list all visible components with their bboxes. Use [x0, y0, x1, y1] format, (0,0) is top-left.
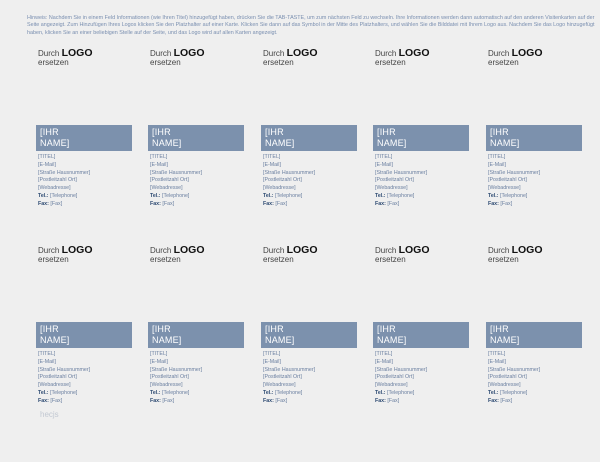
city-field: [Postleitzahl Ort]: [263, 177, 302, 184]
fax-label: Fax:: [375, 397, 386, 404]
logo-placeholder[interactable]: Durch LOGO: [38, 47, 93, 59]
email-field: [E-Mail]: [488, 161, 506, 168]
logo-placeholder-suffix: ersetzen: [38, 58, 69, 67]
name-block[interactable]: [IHR NAME]: [373, 125, 469, 151]
tel-label: Tel.:: [150, 389, 161, 396]
name-block[interactable]: [IHR NAME]: [486, 125, 582, 151]
logo-placeholder-suffix: ersetzen: [150, 58, 181, 67]
logo-placeholder-suffix: ersetzen: [263, 58, 294, 67]
logo-placeholder-suffix: ersetzen: [375, 58, 406, 67]
fax-field: [Fax]: [275, 397, 288, 404]
street-field: [Straße Hausnummer]: [263, 366, 316, 373]
tel-label: Tel.:: [488, 389, 499, 396]
contact-details[interactable]: [150, 351, 202, 406]
contact-details[interactable]: [38, 351, 90, 406]
fax-label: Fax:: [263, 397, 274, 404]
fax-field: [Fax]: [500, 397, 513, 404]
logo-placeholder[interactable]: Durch LOGO: [150, 244, 205, 256]
web-field: [Webadresse]: [150, 382, 183, 389]
contact-details[interactable]: [488, 154, 540, 209]
street-field: [Straße Hausnummer]: [150, 366, 203, 373]
web-field: [Webadresse]: [150, 185, 183, 192]
contact-details[interactable]: [263, 351, 315, 406]
contact-details[interactable]: [150, 154, 202, 209]
fax-label: Fax:: [488, 200, 499, 207]
street-field: [Straße Hausnummer]: [488, 366, 541, 373]
tel-field: [Telephone]: [49, 192, 78, 199]
fax-label: Fax:: [488, 397, 499, 404]
tel-label: Tel.:: [375, 389, 386, 396]
tel-field: [Telephone]: [386, 389, 415, 396]
tel-field: [Telephone]: [161, 389, 190, 396]
web-field: [Webadresse]: [488, 185, 521, 192]
title-field: [TITEL]: [488, 154, 506, 160]
city-field: [Postleitzahl Ort]: [150, 177, 189, 184]
contact-details[interactable]: [375, 154, 427, 209]
city-field: [Postleitzahl Ort]: [488, 374, 527, 381]
logo-placeholder[interactable]: Durch LOGO: [488, 244, 543, 256]
email-field: [E-Mail]: [38, 358, 56, 365]
city-field: [Postleitzahl Ort]: [488, 177, 527, 184]
logo-placeholder[interactable]: Durch LOGO: [38, 244, 93, 256]
fax-field: [Fax]: [50, 200, 63, 207]
street-field: [Straße Hausnummer]: [38, 366, 91, 373]
tel-field: [Telephone]: [161, 192, 190, 199]
tel-label: Tel.:: [375, 192, 386, 199]
tel-field: [Telephone]: [274, 192, 303, 199]
city-field: [Postleitzahl Ort]: [38, 177, 77, 184]
instruction-hint: Hinweis: Nachdem Sie in einem Feld Informationen (wie Ihren Titel) hinzugefügt haben, drücken Sie die TAB-TASTE, um zum nächsten Feld zu wechseln. Ihre Informationen werden dann automatisch auf den anderen Visitenkarten auf der Seite angezeigt. Zum Hinzufügen Ihres Logos klicken Sie den Platzhalter auf einer Karte. Klicken Sie dann auf das Symbol in der Mitte des Platzhalters, und wählen Sie die Bilddatei mit Ihrem Logo aus. Nachdem Sie das Logo hinzugefügt haben, klicken Sie an einer beliebigen Stelle auf der Seite, und das Logo wird auf allen Karten angezeigt.: [27, 15, 595, 36]
fax-label: Fax:: [375, 200, 386, 207]
contact-details[interactable]: [263, 154, 315, 209]
fax-label: Fax:: [150, 200, 161, 207]
title-field: [TITEL]: [488, 351, 506, 357]
city-field: [Postleitzahl Ort]: [150, 374, 189, 381]
fax-field: [Fax]: [500, 200, 513, 207]
title-field: [TITEL]: [375, 154, 393, 160]
title-field: [TITEL]: [150, 351, 168, 357]
tel-field: [Telephone]: [49, 389, 78, 396]
name-block[interactable]: [IHR NAME]: [148, 125, 244, 151]
web-field: [Webadresse]: [375, 382, 408, 389]
logo-placeholder-suffix: ersetzen: [263, 255, 294, 264]
fax-field: [Fax]: [387, 200, 400, 207]
title-field: [TITEL]: [150, 154, 168, 160]
web-field: [Webadresse]: [38, 185, 71, 192]
city-field: [Postleitzahl Ort]: [263, 374, 302, 381]
name-block[interactable]: [IHR NAME]: [36, 322, 132, 348]
email-field: [E-Mail]: [263, 358, 281, 365]
web-field: [Webadresse]: [375, 185, 408, 192]
street-field: [Straße Hausnummer]: [263, 169, 316, 176]
email-field: [E-Mail]: [263, 161, 281, 168]
tel-label: Tel.:: [263, 192, 274, 199]
logo-placeholder[interactable]: Durch LOGO: [263, 244, 318, 256]
title-field: [TITEL]: [375, 351, 393, 357]
logo-placeholder[interactable]: Durch LOGO: [488, 47, 543, 59]
fax-field: [Fax]: [162, 200, 175, 207]
logo-placeholder-suffix: ersetzen: [488, 58, 519, 67]
tel-field: [Telephone]: [274, 389, 303, 396]
tel-label: Tel.:: [488, 192, 499, 199]
email-field: [E-Mail]: [375, 358, 393, 365]
web-field: [Webadresse]: [488, 382, 521, 389]
city-field: [Postleitzahl Ort]: [375, 374, 414, 381]
logo-placeholder-suffix: ersetzen: [38, 255, 69, 264]
email-field: [E-Mail]: [150, 358, 168, 365]
contact-details[interactable]: [488, 351, 540, 406]
name-block[interactable]: [IHR NAME]: [148, 322, 244, 348]
tel-label: Tel.:: [150, 192, 161, 199]
title-field: [TITEL]: [38, 351, 56, 357]
street-field: [Straße Hausnummer]: [488, 169, 541, 176]
email-field: [E-Mail]: [375, 161, 393, 168]
logo-placeholder-suffix: ersetzen: [150, 255, 181, 264]
logo-placeholder-suffix: ersetzen: [488, 255, 519, 264]
fax-field: [Fax]: [162, 397, 175, 404]
tel-label: Tel.:: [38, 192, 49, 199]
email-field: [E-Mail]: [38, 161, 56, 168]
fax-field: [Fax]: [387, 397, 400, 404]
tel-field: [Telephone]: [499, 192, 528, 199]
web-field: [Webadresse]: [263, 185, 296, 192]
email-field: [E-Mail]: [488, 358, 506, 365]
web-field: [Webadresse]: [263, 382, 296, 389]
contact-details[interactable]: [38, 154, 90, 209]
logo-placeholder-suffix: ersetzen: [375, 255, 406, 264]
logo-placeholder[interactable]: Durch LOGO: [375, 47, 430, 59]
watermark: hecjs: [40, 410, 59, 419]
email-field: [E-Mail]: [150, 161, 168, 168]
tel-label: Tel.:: [263, 389, 274, 396]
fax-label: Fax:: [38, 200, 49, 207]
logo-placeholder[interactable]: Durch LOGO: [263, 47, 318, 59]
name-block[interactable]: [IHR NAME]: [373, 322, 469, 348]
fax-label: Fax:: [263, 200, 274, 207]
logo-placeholder[interactable]: Durch LOGO: [150, 47, 205, 59]
street-field: [Straße Hausnummer]: [375, 366, 428, 373]
tel-label: Tel.:: [38, 389, 49, 396]
name-block[interactable]: [IHR NAME]: [486, 322, 582, 348]
logo-placeholder[interactable]: Durch LOGO: [375, 244, 430, 256]
street-field: [Straße Hausnummer]: [38, 169, 91, 176]
city-field: [Postleitzahl Ort]: [38, 374, 77, 381]
fax-label: Fax:: [150, 397, 161, 404]
name-block[interactable]: [IHR NAME]: [36, 125, 132, 151]
tel-field: [Telephone]: [386, 192, 415, 199]
street-field: [Straße Hausnummer]: [150, 169, 203, 176]
city-field: [Postleitzahl Ort]: [375, 177, 414, 184]
tel-field: [Telephone]: [499, 389, 528, 396]
fax-field: [Fax]: [50, 397, 63, 404]
name-block[interactable]: [IHR NAME]: [261, 322, 357, 348]
title-field: [TITEL]: [38, 154, 56, 160]
title-field: [TITEL]: [263, 351, 281, 357]
contact-details[interactable]: [375, 351, 427, 406]
fax-label: Fax:: [38, 397, 49, 404]
name-block[interactable]: [IHR NAME]: [261, 125, 357, 151]
fax-field: [Fax]: [275, 200, 288, 207]
street-field: [Straße Hausnummer]: [375, 169, 428, 176]
web-field: [Webadresse]: [38, 382, 71, 389]
title-field: [TITEL]: [263, 154, 281, 160]
